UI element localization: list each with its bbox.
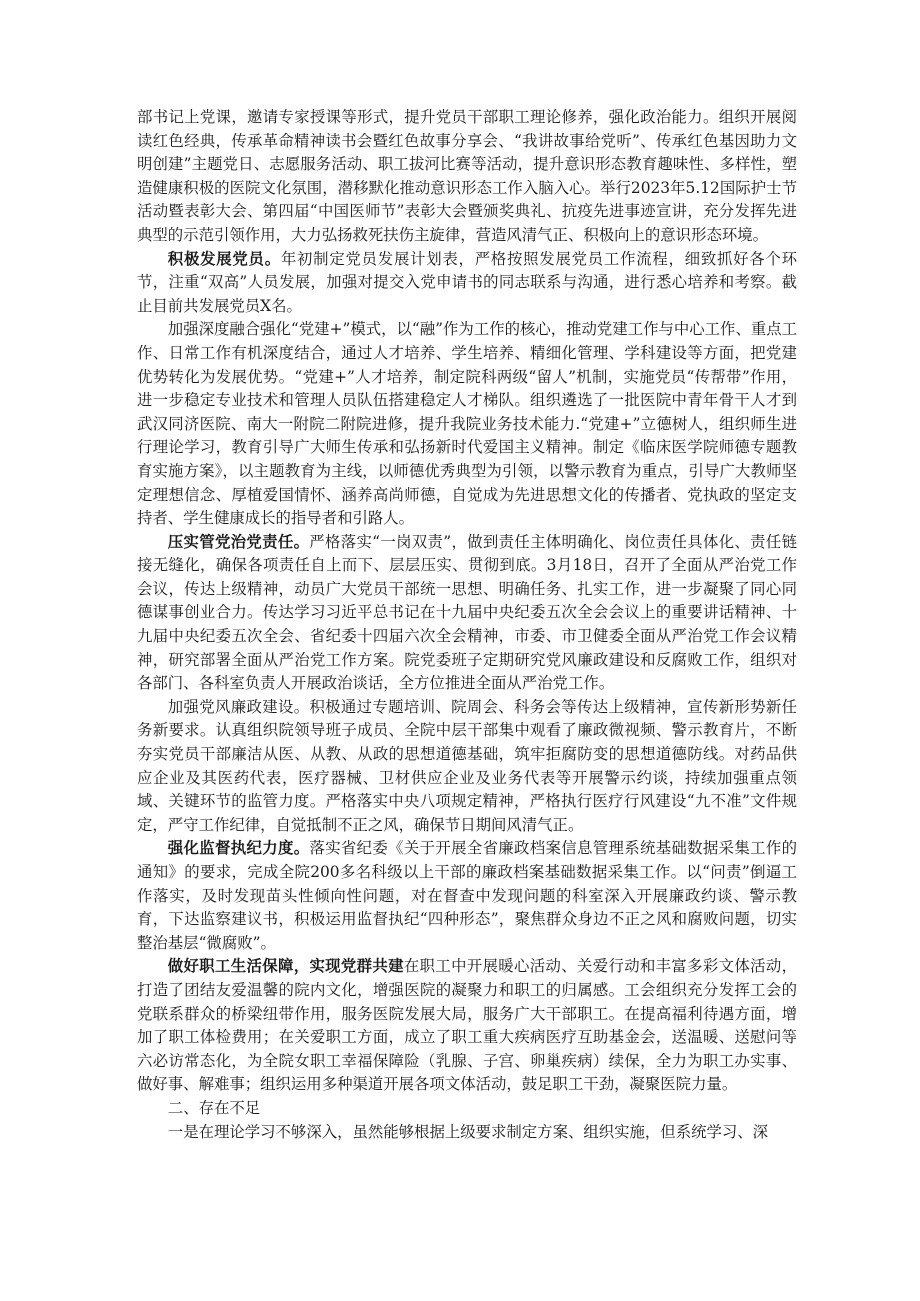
- paragraph-party-member-development: [137, 248, 797, 319]
- section-heading: 二、存在不足: [167, 1098, 261, 1117]
- paragraph-lead: 强化监督执纪力度。: [167, 839, 310, 858]
- paragraph-text: 部书记上党课，邀请专家授课等形式，提升党员干部职工理论修养，强化政治能力。组织开展阅读红色经典，传承革命精神读书会暨红色故事分享会、“我讲故事给党听”、传承红色基因助力文明创建”主题党日、志愿服务活动、职工拔河比赛等活动，提升意识形态教育趣味性、多样性，塑造健康积极的医院文化氛围，潜移默化推动意识形态工作入脑入心。举行2023年5.12国际护士节活动暨表彰大会、第四届“中国医师节”表彰大会暨颁奖典礼、抗疫先进事迹宣讲，充分发挥先进典型的示范引领作用，大力弘扬救死扶伤主旋律，营造风清气正、积极向上的意识形态环境。: [137, 108, 797, 244]
- paragraph-text: 加强深度融合强化“党建+”模式，以“融”作为工作的核心，推动党建工作与中心工作、重点工作、日常工作有机深度结合，通过人才培养、学生培养、精细化管理、学科建设等方面，把党建优势转化为发展优势。“党建+”人才培养，制定院科两级“留人”机制，实施党员“传帮带”作用，进一步稳定专业技术和管理人员队伍搭建稳定人才梯队。组织遴选了一批医院中青年骨干人才到武汉同济医院、南大一附院二附院进修，提升我院业务技术能力.“党建+”立德树人，组织师生进行理论学习，教育引导广大师生传承和弘扬新时代爱国主义精神。制定《临床医学院师德专题教育实施方案》，以主题教育为主线，以师德优秀典型为引领，以警示教育为重点，引导广大教师坚定理想信念、厚植爱国情怀、涵养高尚师德，自觉成为先进思想文化的传播者、党执政的坚定支持者、学生健康成长的指导者和引路人。: [137, 320, 798, 528]
- paragraph-lead: 做好职工生活保障，实现党群共建: [167, 957, 404, 976]
- paragraph-staff-welfare: [137, 955, 797, 1097]
- paragraph-text: 年初制定党员发展计划表，严格按照发展党员工作流程，细致抓好各个环节，注重“双高”人员发展，加强对提交入党申请书的同志联系与沟通，进行悉心培养和考察。截止目前共发展党员X名。: [137, 249, 797, 315]
- paragraph-party-governance-responsibility: [137, 531, 797, 696]
- paragraph-text: 严格落实“一岗双责”，做到责任主体明确化、岗位责任具体化、责任链接无缝化，确保各项责任自上而下、层层压实、贯彻到底。3月18日，召开了全面从严治党工作会议，传达上级精神，动员广大党员干部统一思想、明确任务、扎实工作，进一步凝聚了同心同德谋事创业合力。传达学习习近平总书记在十九届中央纪委五次全会会议上的重要讲话精神、十九届中央纪委五次全会、省纪委十四届六次全会精神，市委、市卫健委全面从严治党工作会议精神，研究部署全面从严治党工作方案。院党委班子定期研究党风廉政建设和反腐败工作，组织对各部门、各科室负责人开展政治谈话，全方位推进全面从严治党工作。: [137, 532, 797, 693]
- paragraph-party-building-integration: [137, 318, 797, 530]
- paragraph-lead: 压实管党治党责任。: [167, 532, 310, 551]
- paragraph-ideology: [137, 106, 797, 248]
- paragraph-integrity-building: [137, 696, 797, 838]
- paragraph-text: 在职工中开展暖心活动、关爱行动和丰富多彩文体活动，打造了团结友爱温馨的院内文化，增强医院的凝聚力和职工的归属感。工会组织充分发挥工会的党联系群众的桥梁纽带作用，服务医院发展大局，服务广大干部职工。在提高福利待遇方面，增加了职工体检费用；在关爱职工方面，成立了职工重大疾病医疗互助基金会，送温暖、送慰问等六必访常态化，为全院女职工幸福保障险（乳腺、子宫、卵巢疾病）续保，全力为职工办实事、做好事、解难事；组织运用多种渠道开展各项文体活动，鼓足职工干劲，凝聚医院力量。: [137, 957, 797, 1094]
- paragraph-text: 一是在理论学习不够深入，虽然能够根据上级要求制定方案、组织实施，但系统学习、深: [167, 1122, 769, 1141]
- paragraph-text: 加强党风廉政建设。积极通过专题培训、院周会、科务会等传达上级精神，宣传新形势新任务新要求。认真组织院领导班子成员、全院中层干部集中观看了廉政微视频、警示教育片，不断夯实党员干部廉洁从医、从教、从政的思想道德基础，筑牢拒腐防变的思想道德防线。对药品供应企业及其医药代表，医疗器械、卫材供应企业及业务代表等开展警示约谈，持续加强重点领域、关键环节的监管力度。严格落实中央八项规定精神，严格执行医疗行风建设“九不准”文件规定，严守工作纪律，自觉抵制不正之风，确保节日期间风清气正。: [137, 697, 797, 834]
- document-page: [137, 106, 797, 1144]
- paragraph-lead: 积极发展党员。: [167, 249, 281, 268]
- paragraph-shortcomings: [137, 1121, 797, 1145]
- paragraph-text: 落实省纪委《关于开展全省廉政档案信息管理系统基础数据采集工作的通知》的要求，完成全院200多名科级以上干部的廉政档案基础数据采集工作。以“问责”倒逼工作落实，及时发现苗头性倾向性问题，对在督查中发现问题的科室深入开展廉政约谈、警示教育，下达监察建议书，积极运用监督执纪“四种形态”，聚焦群众身边不正之风和腐败问题，切实整治基层“微腐败”。: [137, 839, 797, 952]
- paragraph-supervision-discipline: [137, 837, 797, 955]
